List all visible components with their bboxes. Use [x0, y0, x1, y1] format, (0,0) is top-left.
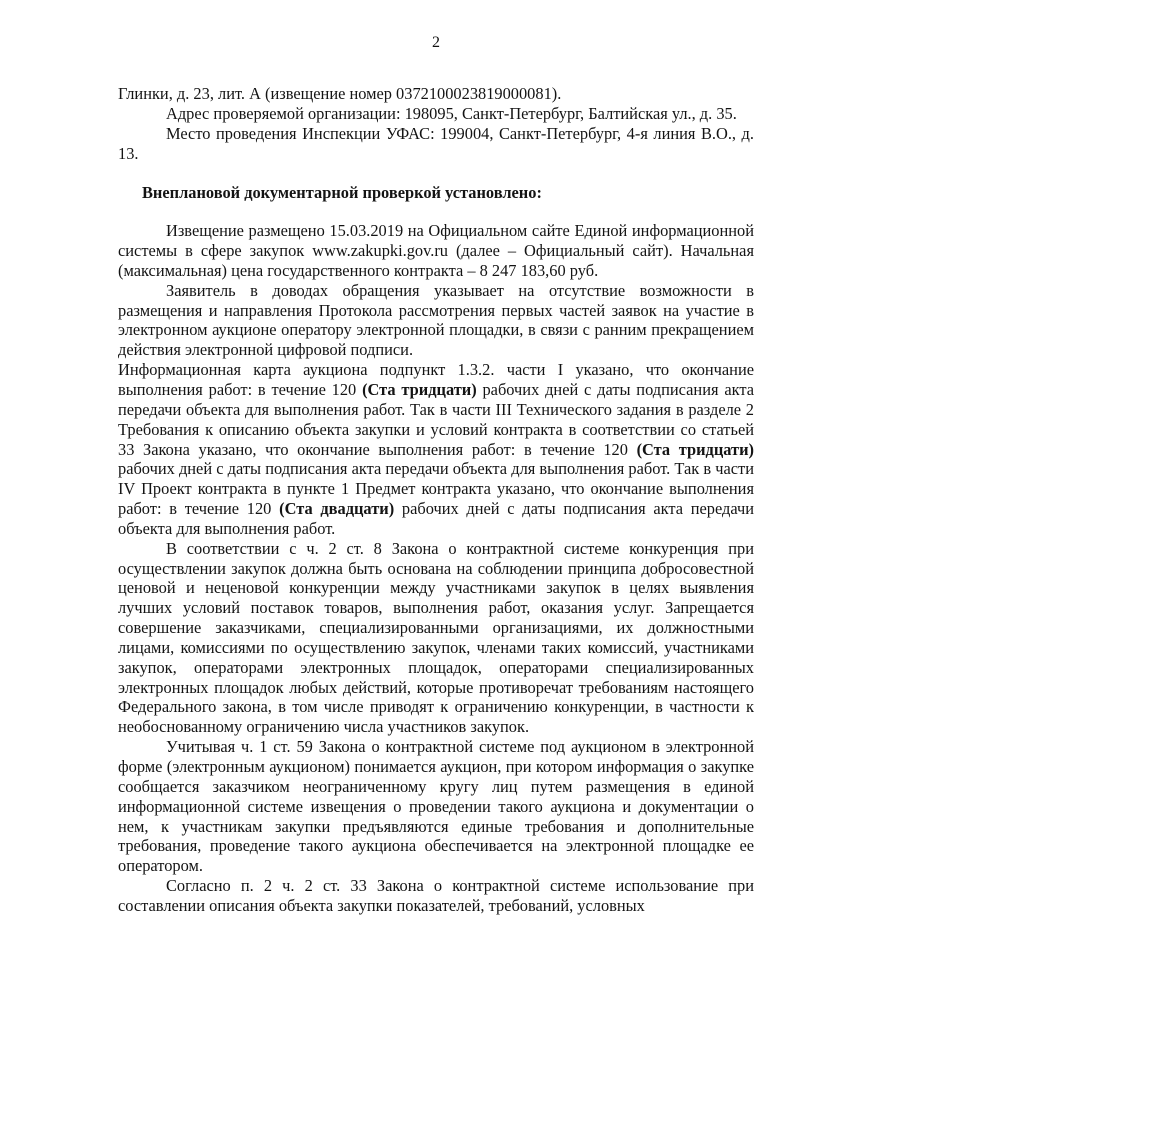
- paragraph-auction-card-text-d: рабочих дней с даты подписания акта передачи объекта для выполнения работ. Так в части IV Проект контракта в пункте 1 Предмет контракта указано, что окончание выполнения работ: в течение 120: [118, 459, 754, 519]
- bold-term-1: (Ста тридцати): [362, 379, 477, 399]
- inspection-location: Место проведения Инспекции УФАС: 199004, Санкт-Петербург, 4-я линия В.О., д. 13.: [118, 123, 754, 163]
- bold-term-2: (Ста тридцати): [636, 439, 754, 459]
- address-line-1: Глинки, д. 23, лит. А (извещение номер 0372100023819000081).: [118, 84, 562, 103]
- bold-term-3: (Ста двадцати): [279, 499, 395, 519]
- paragraph-auction-card-text-c: рабочих дней с даты подписания акта передачи объекта для выполнения работ. Так в части III Технического задания в разделе 2 Требования к описанию объекта закупки и условий контракта в соответствии со статьей 33 Закона указано, что окончание выполнения работ: в течение 120: [118, 379, 754, 459]
- paragraph-object-description: Согласно п. 2 ч. 2 ст. 33 Закона о контрактной системе использование при составлении описания объекта закупки показателей, требований, условных: [118, 876, 754, 915]
- section-heading: Внеплановой документарной проверкой установлено:: [142, 183, 542, 203]
- paragraph-auction-card: [118, 360, 754, 539]
- inspected-organization-address: Адрес проверяемой организации: 198095, Санкт-Петербург, Балтийская ул., д. 35.: [166, 103, 737, 123]
- paragraph-competition-law: В соответствии с ч. 2 ст. 8 Закона о контрактной системе конкуренция при осуществлении закупок должна быть основана на соблюдении принципа добросовестной ценовой и неценовой конкуренции между участниками закупок в целях выявления лучших условий поставок товаров, выполнения работ, оказания услуг. Запрещается совершение заказчиками, специализированными организациями, их должностными лицами, комиссиями по осуществлению закупок, членами таких комиссий, участниками закупок, операторами электронных площадок, операторами специализированных электронных площадок любых действий, которые противоречат требованиям настоящего Федерального закона, в том числе приводят к ограничению конкуренции, в частности к необоснованному ограничению числа участников закупок.: [118, 538, 754, 737]
- paragraph-notice: Извещение размещено 15.03.2019 на Официальном сайте Единой информационной системы в сфере закупок www.zakupki.gov.ru (далее – Официальный сайт). Начальная (максимальная) цена государственного контракта – 8 247 183,60 руб.: [118, 221, 754, 280]
- paragraph-auction-card-text-a: Информационная карта аукциона подпункт 1.3.2. части I указано, что окончание выполнения работ: в течение 120: [118, 360, 754, 399]
- document-body: [118, 84, 754, 916]
- paragraph-electronic-auction: Учитывая ч. 1 ст. 59 Закона о контрактной системе под аукционом в электронной форме (электронным аукционом) понимается аукцион, при котором информация о закупке сообщается заказчиком неограниченному кругу лиц путем размещения в единой информационной системе извещения о проведении такого аукциона и документации о нем, к участникам закупки предъявляются единые требования и дополнительные требования, проведение такого аукциона обеспечивается на электронной площадке ее оператором.: [118, 737, 754, 876]
- paragraph-applicant-claim: Заявитель в доводах обращения указывает на отсутствие возможности в размещения и направления Протокола рассмотрения первых частей заявок на участие в электронном аукционе оператору электронной площадки, в связи с ранним прекращением действия электронной цифровой подписи.: [118, 280, 754, 360]
- paragraph-auction-card-text-e: рабочих дней с даты подписания акта передачи объекта для выполнения работ.: [118, 499, 754, 538]
- page-number: 2: [432, 34, 440, 51]
